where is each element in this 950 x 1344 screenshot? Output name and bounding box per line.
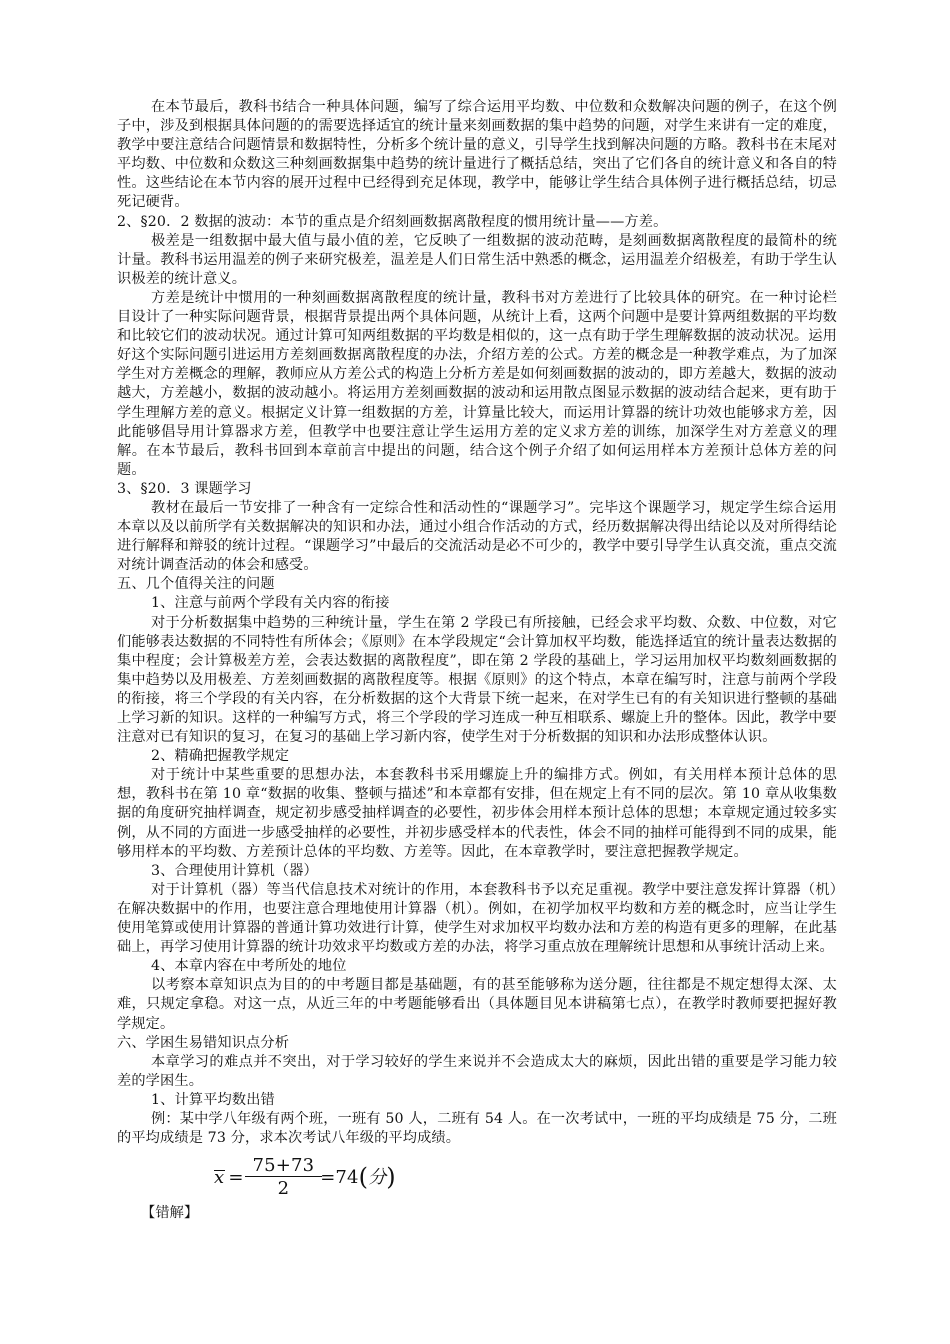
formula-unit: 分	[368, 1166, 387, 1188]
paragraph-difficulties: 本章学习的难点并不突出，对于学习较好的学生来说并不会造成太大的麻烦，因此出错的重要是学习能力较差的学困生。	[117, 1053, 837, 1089]
paragraph-connection: 对于分析数据集中趋势的三种统计量，学生在第 2 学段已有所接触，已经会求平均数、众数、中位数，对它们能够表达数据的不同特性有所体会；《原则》在本学段规定“会计算加权平均数，能选择适宜的统计量表达数据的集中程度；会计算极差方差，会表达数据的离散程度”，即在第 2 学段的基础上，学习运用加权平均数刻画数据的集中趋势以及用极差、方差刻画数据的离散程度等。根据《原则》的这个特点，本章在编写时，注意与前两个学段的衔接，将三个学段的有关内容，在分析数据的这个大背景下统一起来，在对学生已有的有关知识进行整顿的基础上学习新的知识。这样的一种编写方式，将三个学段的学习连成一种互相联系、螺旋上升的整体。因此，教学中要注意对已有知识的复习，在复习的基础上学习新内容，使学生对于分析数据的知识和办法形成整体认识。	[117, 614, 837, 746]
formula-equals: =	[228, 1166, 244, 1188]
heading-section-five: 五、几个值得关注的问题	[117, 576, 275, 593]
paragraph-range: 极差是一组数据中最大值与最小值的差，它反映了一组数据的波动范畴，是刻画数据离散程度的最简朴的统计量。教科书运用温差的例子来研究极差，温差是人们日常生活中熟悉的概念，运用温差介绍极差，有助于学生认识极差的统计意义。	[117, 232, 837, 287]
paragraph-topic-study: 教材在最后一节安排了一种含有一定综合性和活动性的“课题学习”。完毕这个课题学习，规定学生综合运用本章以及以前所学有关数据解决的知识和办法，通过小组合作活动的方式，经历数据解决得出结论以及对所得结论进行解释和辩驳的统计过程。“课题学习”中最后的交流活动是必不可少的，教学中要引导学生认真交流，重点交流对统计调查活动的体会和感受。	[117, 499, 837, 574]
document-body	[117, 98, 837, 1232]
subheading-3-calculator: 3、合理使用计算机（器）	[151, 862, 318, 879]
formula-result: =74	[320, 1166, 359, 1188]
formula-open-paren: (	[358, 1163, 369, 1192]
subheading-1-connection: 1、注意与前两个学段有关内容的衔接	[151, 595, 390, 612]
paragraph-variance: 方差是统计中惯用的一种刻画数据离散程度的统计量，教科书对方差进行了比较具体的研究。在一种讨论栏目设计了一种实际问题背景，根据背景提出两个具体问题，从统计上看，这两个问题中是要计算两组数据的平均数和比较它们的波动状况。通过计算可知两组数据的平均数是相似的，这一点有助于学生理解数据的波动状况。运用好这个实际问题引进运用方差刻画数据离散程度的办法，介绍方差的公式。方差的概念是一种教学难点，为了加深学生对方差概念的理解，教师应从方差公式的构造上分析方差是如何刻画数据的波动的，即方差越大，数据的波动越大，方差越小，数据的波动越小。将运用方差刻画数据的波动和运用散点图显示数据的波动结合起来，更有助于学生理解方差的意义。根据定义计算一组数据的方差，计算量比较大，而运用计算器的统计功效也能够求方差，因此能够倡导用计算器求方差，但教学中也要注意让学生运用方差的定义求方差的训练，加深学生对方差意义的理解。在本节最后，教科书回到本章前言中提出的问题，结合这个例子介绍了如何运用样本方差预计总体方差的问题。	[117, 289, 837, 478]
formula-denominator: 2	[245, 1176, 323, 1198]
heading-20-2-data-fluctuation: 2、§20．2 数据的波动：本节的重点是介绍刻画数据离散程度的惯用统计量——方差。	[117, 213, 668, 230]
heading-section-six: 六、学困生易错知识点分析	[117, 1034, 290, 1051]
formula-close-paren: )	[386, 1163, 396, 1192]
formula-fraction	[249, 1156, 319, 1198]
wrong-solution-label: 【错解】	[141, 1205, 199, 1222]
paragraph-example: 例：某中学八年级有两个班，一班有 50 人，二班有 54 人。在一次考试中，一班的平均成绩是 75 分，二班的平均成绩是 73 分，求本次考试八年级的平均成绩。	[117, 1110, 837, 1147]
paragraph-calculator: 对于计算机（器）等当代信息技术对统计的作用，本套教科书予以充足重视。教学中要注意发挥计算器（机）在解决数据中的作用，也要注意合理地使用计算器（机）。例如，在初学加权平均数和方差的概念时，应当让学生使用笔算或使用计算器的普通计算功效进行计算，使学生对求加权平均数办法和方差的构造有更多的理解，在此基础上，再学习使用计算器的统计功效求平均数或方差的办法，将学习重点放在理解统计思想和从事统计活动上来。	[117, 881, 837, 956]
heading-20-3-topic-study: 3、§20．3 课题学习	[117, 480, 252, 497]
subheading-1-average-errors: 1、计算平均数出错	[151, 1091, 275, 1108]
paragraph-requirements: 对于统计中某些重要的思想办法，本套教科书采用螺旋上升的编排方式。例如，有关用样本预计总体的思想，教科书在第 10 章“数据的收集、整顿与描述”和本章都有安排，但在规定上有不同的层次。第 10 章从收集数据的角度研究抽样调查，规定初步感受抽样调查的必要性，初步体会用样本预计总体的思想；本章规定通过较多实例，从不同的方面进一步感受抽样的必要性，并初步感受样本的代表性，体会不同的抽样可能得到不同的成果，能够用样本的平均数、方差预计总体的平均数、方差等。因此，在本章教学时，要注意把握教学规定。	[117, 767, 837, 860]
paragraph-exam-status: 以考察本章知识点为目的的中考题目都是基础题，有的甚至能够称为送分题，往往都是不规定想得太深、太难，只规定拿稳。对这一点，从近三年的中考题能够看出（具体题目见本讲稿第七点），在教学时教师要把握好教学规定。	[117, 977, 837, 1032]
paragraph-section-summary: 在本节最后，教科书结合一种具体问题，编写了综合运用平均数、中位数和众数解决问题的例子，在这个例子中，涉及到根据具体问题的的需要选择适宜的统计量来刻画数据的集中趋势的问题，对学生来讲有一定的难度，教学中要注意结合问题情景和数据特性，分析多个统计量的意义，引导学生找到解决问题的方略。教科书在末尾对平均数、中位数和众数这三种刻画数据集中趋势的统计量进行了概括总结，突出了它们各自的统计意义和各自的特性。这些结论在本节内容的展开过程中已经得到充足体现，教学中，能够让学生结合具体例子进行概括总结，切忌死记硬背。	[117, 99, 837, 211]
formula-variable-xbar: x	[214, 1166, 225, 1188]
subheading-4-exam-status: 4、本章内容在中考所处的地位	[151, 958, 347, 975]
formula-numerator: 75+73	[252, 1155, 315, 1177]
average-formula	[213, 1156, 396, 1198]
wrong-solution-row	[117, 1152, 837, 1232]
subheading-2-requirements: 2、精确把握教学规定	[151, 748, 290, 765]
